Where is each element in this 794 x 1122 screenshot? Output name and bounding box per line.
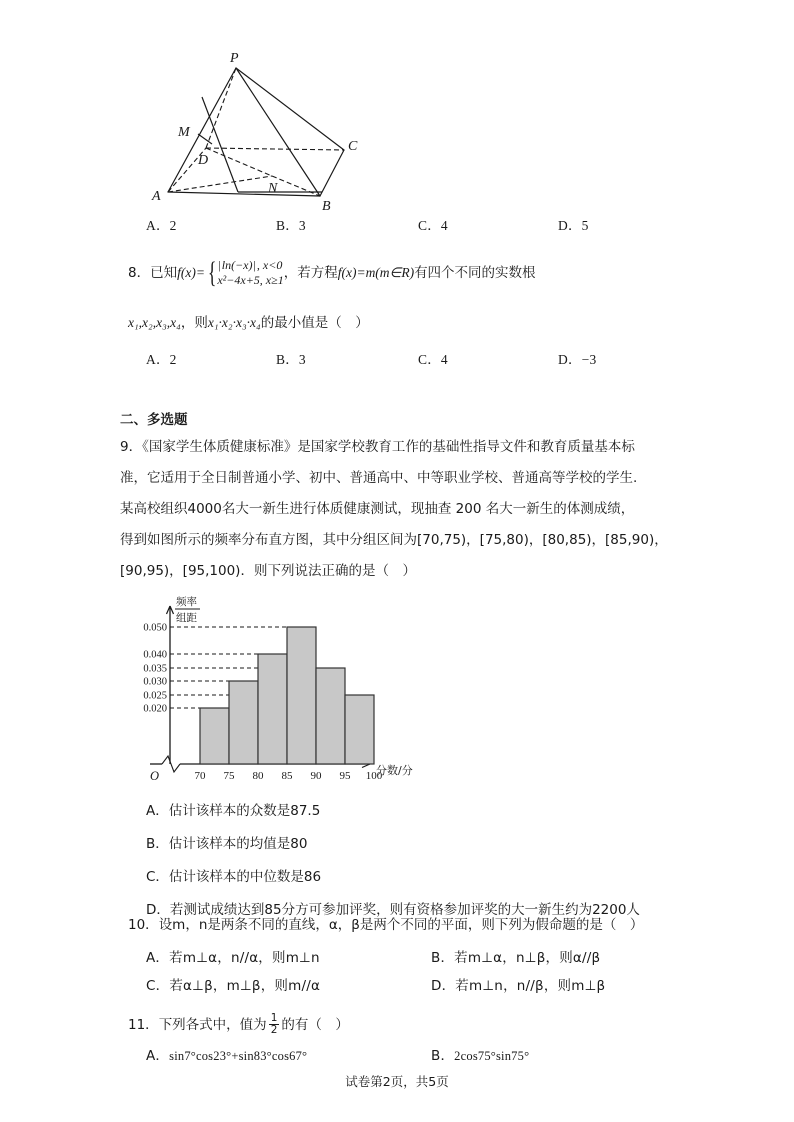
edge-D-P <box>206 68 236 148</box>
histogram-svg <box>128 592 428 792</box>
page-footer: 试卷第2页，共5页 <box>345 1074 449 1089</box>
q7-option-d[interactable]: D．5 <box>558 218 589 233</box>
question9-options <box>146 795 706 927</box>
q9-stem-line-1: 9．《国家学生体质健康标准》是国家学校教育工作的基础性指导文件和教育质量基本标 <box>120 439 635 455</box>
q7-option-c[interactable]: C．4 <box>418 218 448 233</box>
bar-80-85 <box>258 654 287 764</box>
xtick-100: 100 <box>365 770 383 782</box>
piece-2: x²−4x+5, x≥1 <box>217 272 284 287</box>
q7-option-a[interactable]: A．2 <box>146 218 177 233</box>
section-heading-multiple-choice: 二、多选题 <box>120 412 188 428</box>
y-tick-labels <box>143 623 167 715</box>
q11-option-a[interactable]: A．sin7°cos23°+sin83°cos67° <box>146 1048 308 1064</box>
y-axis-title-denominator: 组距 <box>176 612 197 624</box>
edge-P-C <box>236 68 344 150</box>
xtick-75: 75 <box>223 770 235 782</box>
bar-90-95 <box>316 668 345 764</box>
edge-A-B <box>168 192 320 196</box>
q10-option-c[interactable]: C．若α⊥β，m⊥β，则m//α <box>146 978 321 994</box>
xtick-70: 70 <box>194 770 206 782</box>
q8-option-a[interactable]: A．2 <box>146 352 177 367</box>
q9-option-d[interactable]: D．若测试成绩达到85分方可参加评奖，则有资格参加评奖的大一新生约为2200人 <box>146 902 640 918</box>
x-tick-labels <box>195 770 383 782</box>
ytick-0020: 0.020 <box>143 703 167 715</box>
question8-stem: 8．已知f(x)= { |ln(−x)|, x<0 x²−4x+5, x≥1 ，若方程f(x)=m(m∈R)有四个不同的实数根 <box>128 255 536 289</box>
q8-option-c[interactable]: C．4 <box>418 352 448 367</box>
vertex-label-A: A <box>152 189 161 204</box>
q9-stem-line-3: 某高校组织4000名大一新生进行体质健康测试，现抽查 200 名大一新生的体测成绩， <box>120 501 635 517</box>
origin-label: O <box>150 769 160 783</box>
bar-75-80 <box>229 681 258 764</box>
y-axis-title <box>175 595 200 624</box>
q10-option-a[interactable]: A．若m⊥α，n//α，则m⊥n <box>146 950 320 966</box>
bar-85-90 <box>287 627 316 764</box>
edge-B-C <box>320 150 344 196</box>
pyramid-svg <box>120 40 400 210</box>
fraction-one-half: $\frac{1}{2}$ <box>270 1011 278 1036</box>
ytick-0030: 0.030 <box>143 676 167 688</box>
pyramid-figure <box>120 40 400 210</box>
y-axis-title-numerator: 频率 <box>176 596 197 608</box>
q8-option-d[interactable]: D．−3 <box>558 352 597 367</box>
ytick-0025: 0.025 <box>143 690 167 702</box>
q8-option-b[interactable]: B．3 <box>276 352 306 367</box>
edge-D-C <box>206 148 344 150</box>
xtick-90: 90 <box>310 770 322 782</box>
q10-option-b[interactable]: B．若m⊥α，n⊥β，则α//β <box>431 950 601 966</box>
xtick-80: 80 <box>252 770 264 782</box>
bar-95-100 <box>345 695 374 764</box>
question11-stem: 11．下列各式中，值为 $\frac{1}{2}$ 的有（ ） <box>128 1011 349 1036</box>
edge-A-N <box>168 176 272 192</box>
piece-1: |ln(−x)|, x<0 <box>218 257 283 272</box>
edge-D-N <box>206 148 272 176</box>
vertex-label-P: P <box>230 51 239 66</box>
q7-option-b[interactable]: B．3 <box>276 218 306 233</box>
edge-P-B <box>236 68 320 196</box>
ytick-0050: 0.050 <box>143 622 167 634</box>
left-brace: { <box>207 255 217 289</box>
q9-stem-line-5: [90,95)，[95,100)．则下列说法正确的是（ ） <box>120 563 416 579</box>
q9-option-c[interactable]: C．估计该样本的中位数是86 <box>146 869 322 885</box>
q10-option-d[interactable]: D．若m⊥n，n//β，则m⊥β <box>431 978 606 994</box>
q9-option-a[interactable]: A．估计该样本的众数是87.5 <box>146 803 321 819</box>
q9-option-b[interactable]: B．估计该样本的均值是80 <box>146 836 308 852</box>
vertex-label-D: D <box>198 153 209 168</box>
histogram-bars <box>200 627 374 764</box>
vertex-label-N: N <box>268 181 278 196</box>
q9-stem-line-4: 得到如图所示的频率分布直方图，其中分组区间为[70,75)，[75,80)，[80,85)，[85,90)， <box>120 532 668 548</box>
q11-option-b[interactable]: B．2cos75°sin75° <box>431 1048 530 1064</box>
bar-70-75 <box>200 708 229 764</box>
question9-stem <box>120 432 680 587</box>
vertex-label-B: B <box>322 199 331 210</box>
axis-break-zigzag <box>162 756 180 772</box>
frequency-histogram-figure <box>128 592 428 792</box>
piecewise-brace-group <box>205 255 284 289</box>
ytick-0035: 0.035 <box>143 663 167 675</box>
question10-stem: 10．设m，n是两条不同的直线，α，β是两个不同的平面，则下列为假命题的是（ ） <box>128 917 644 933</box>
ytick-0040: 0.040 <box>143 649 167 661</box>
vertex-label-M: M <box>178 125 190 140</box>
q9-stem-line-2: 准，它适用于全日制普通小学、初中、普通高中、中等职业学校、普通高等学校的学生. <box>120 470 638 486</box>
x-axis-title: 分数/分 <box>376 764 413 777</box>
xtick-85: 85 <box>281 770 293 782</box>
xtick-95: 95 <box>339 770 351 782</box>
question8-stem-line2: x₁,x₂,x₃,x₄，则x₁·x₂·x₃·x₄的最小值是（ ） <box>128 315 369 331</box>
vertex-label-C: C <box>348 139 358 154</box>
